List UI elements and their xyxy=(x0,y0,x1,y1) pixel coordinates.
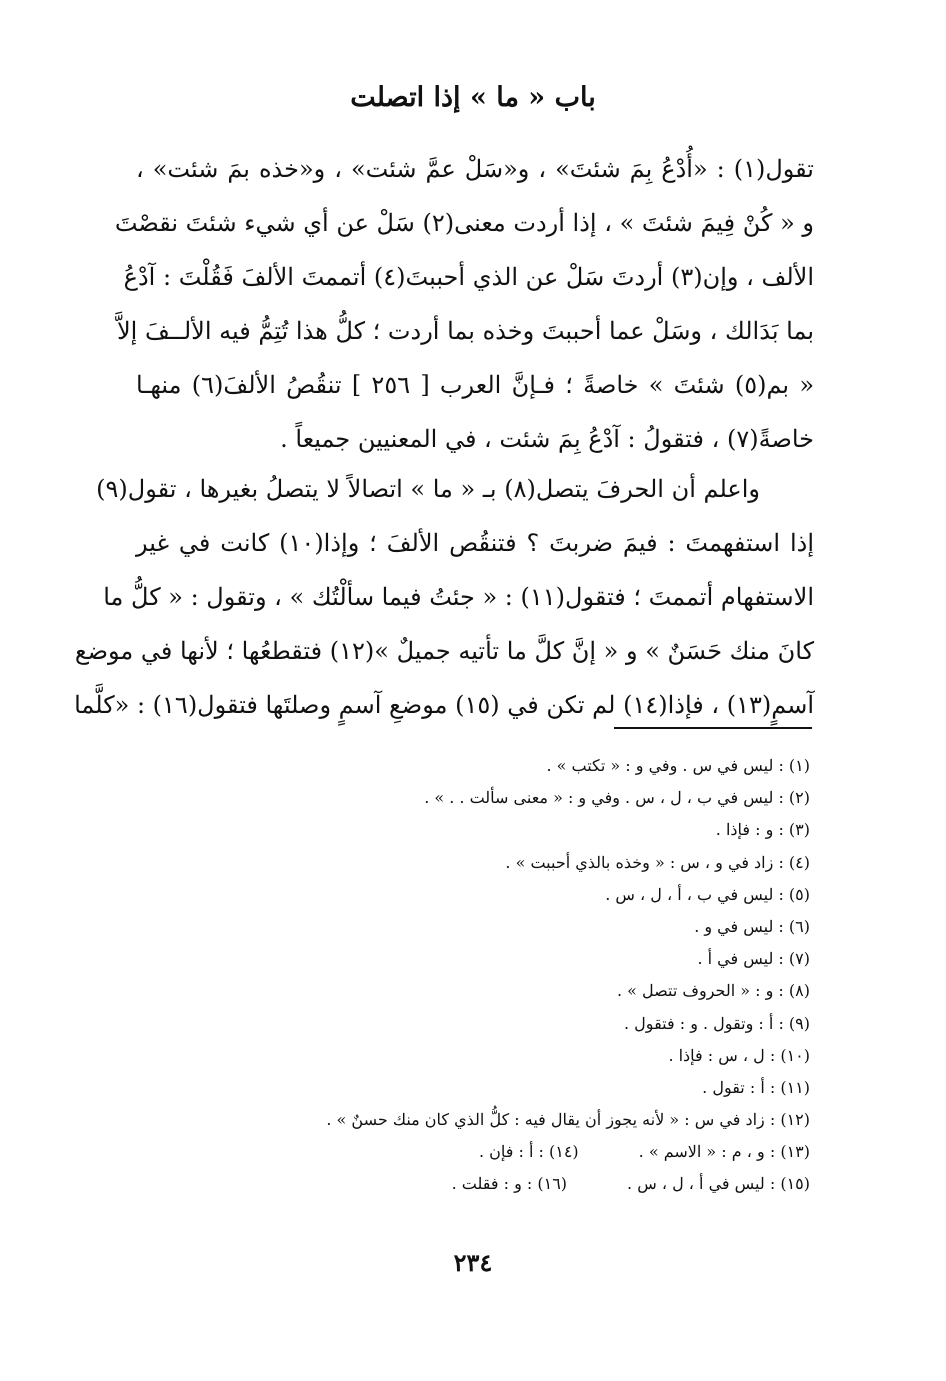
paragraph-1 xyxy=(114,142,815,466)
footnote-separator xyxy=(614,727,812,729)
footnote: (١٣) : و ، م : « الاسم » . xyxy=(638,1142,810,1162)
text-line: و « كُنْ فِيمَ شئتَ » ، إذا أردت معنى(٢) سَلْ عن أي شيء شئتَ نقصْتَ xyxy=(114,209,814,237)
text-line: واعلم أن الحرفَ يتصل(٨) بـ « ما » اتصالاً لا يتصلُ بغيرها ، تقول(٩) xyxy=(96,475,760,503)
footnote-pair xyxy=(134,1136,810,1168)
footnotes xyxy=(134,750,810,1201)
footnote: (٥) : ليس في ب ، أ ، ل ، س . xyxy=(605,884,810,904)
footnote: (١٢) : زاد في س : « لأنه يجوز أن يقال فيه : كلُّ الذي كان منك حسنٌ » . xyxy=(326,1110,810,1130)
text-line: الألف ، وإن(٣) أردتَ سَلْ عن الذي أحببتَ(٤) أتممتَ الألفَ فَقُلْتَ : آدْعُ xyxy=(123,263,814,291)
chapter-title: باب « ما » إذا اتصلت xyxy=(350,82,596,113)
footnote: (١٦) : و : فقلت . xyxy=(451,1174,568,1194)
footnote: (٣) : و : فإذا . xyxy=(715,820,810,840)
footnote: (٧) : ليس في أ . xyxy=(697,949,810,969)
footnote: (٢) : ليس في ب ، ل ، س . وفي و : « معنى سألت . . » . xyxy=(424,788,810,808)
footnote: (٦) : ليس في و . xyxy=(694,916,810,936)
footnote: (٩) : أ : وتقول . و : فتقول . xyxy=(624,1013,810,1033)
text-line: بما بَدَالك ، وسَلْ عما أحببتَ وخذه بما أردت ؛ كلُّ هذا تُتِمُّ فيه الألــفَ إلاَّ xyxy=(116,317,814,345)
footnote: (١٠) : ل ، س : فإذا . xyxy=(668,1045,810,1065)
footnote: (١١) : أ : تقول . xyxy=(702,1077,810,1097)
footnote: (١٥) : ليس في أ ، ل ، س . xyxy=(627,1174,810,1194)
footnote: (٤) : زاد في و ، س : « وخذه بالذي أحببت » . xyxy=(505,852,810,872)
paragraph-2 xyxy=(74,462,814,732)
page-number: ٢٣٤ xyxy=(453,1248,493,1277)
footnote: (٨) : و : « الحروف تتصل » . xyxy=(616,981,810,1001)
text-line: إذا استفهمتَ : فيمَ ضربتَ ؟ فتنقُص الألفَ ؛ وإذا(١٠) كانت في غير xyxy=(136,529,814,557)
footnote: (١٤) : أ : فإن . xyxy=(478,1142,579,1162)
text-line: خاصةً(٧) ، فتقولُ : آدْعُ بِمَ شئت ، في المعنيين جميعاً . xyxy=(280,425,814,453)
text-line: كانَ منك حَسَنٌ » و « إنَّ كلَّ ما تأتيه جميلٌ »(١٢) فتقطعُها ؛ لأنها في موضع xyxy=(74,637,814,665)
text-line: تقول(١) : «أُدْعُ بِمَ شئتَ» ، و«سَلْ عمَّ شئت» ، و«خذه بمَ شئت» ، xyxy=(136,155,814,183)
text-line: الاستفهام أتممتَ ؛ فتقول(١١) : « جئتُ فيما سألْتُك » ، وتقول : « كلُّ ما xyxy=(103,583,814,611)
text-line: « بم(٥) شئتَ » خاصةً ؛ فـإنَّ العرب [ ٢٥٦ ] تنقُصُ الألفَ(٦) منهـا xyxy=(136,371,815,399)
text-line: آسمٍ(١٣) ، فإذا(١٤) لم تكن في (١٥) موضعِ آسمٍ وصلتَها فتقول(١٦) : «كلَّما xyxy=(74,691,814,719)
footnote-pair xyxy=(134,1168,810,1200)
footnote: (١) : ليس في س . وفي و : « تكتب » . xyxy=(546,756,810,775)
